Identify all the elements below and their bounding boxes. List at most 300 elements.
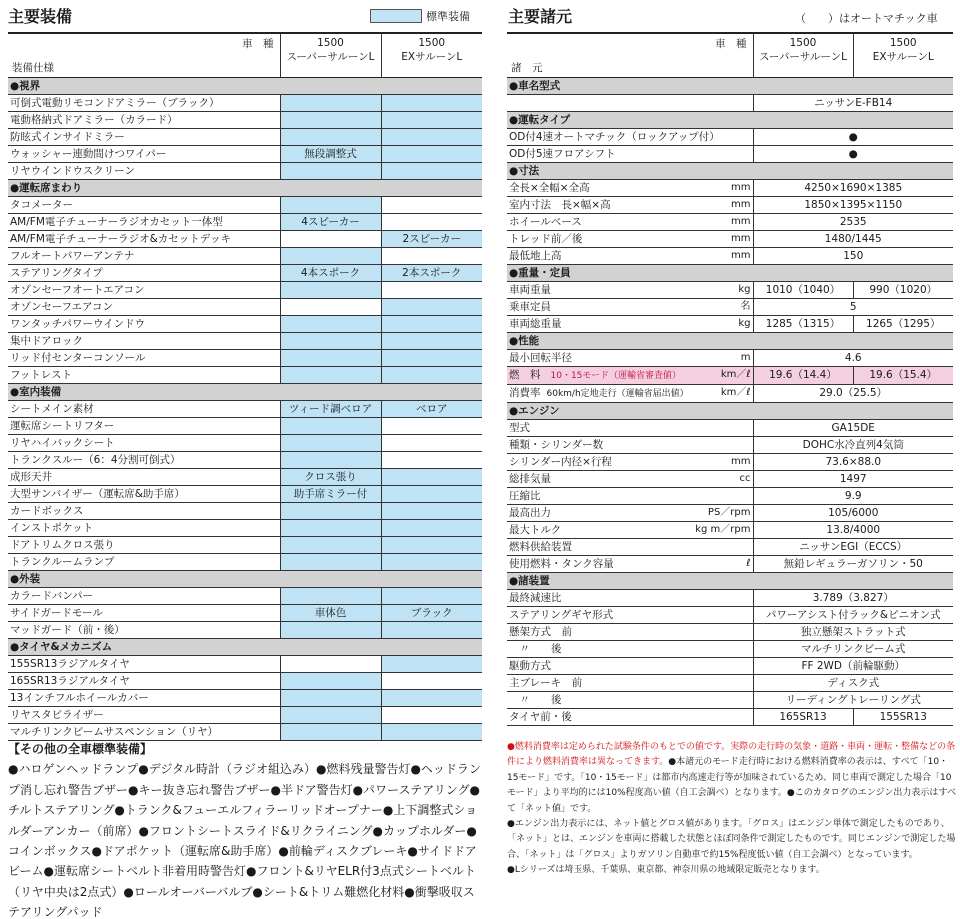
table-row: [507, 538, 953, 555]
table-row: [8, 468, 482, 485]
super-saloon-value: [280, 587, 381, 604]
ex-saloon-value: [381, 519, 482, 536]
super-saloon-value: [280, 672, 381, 689]
other-standard-equipment: [8, 739, 482, 919]
row-label: 圧縮比: [509, 489, 541, 502]
corner-equipment: 装備仕様: [12, 62, 54, 74]
row-label: シリンダー内径×行程: [509, 455, 612, 468]
col2-grade: EXサルーンL: [401, 51, 463, 63]
ex-saloon-value: 2本スポーク: [381, 264, 482, 281]
table-row: [8, 128, 482, 145]
spec-value: GA15DE: [753, 419, 953, 436]
table-row: [507, 453, 953, 470]
equipment-label: 集中ドアロック: [8, 332, 280, 349]
ex-saloon-value: [381, 621, 482, 638]
super-saloon-value: クロス張り: [280, 468, 381, 485]
super-saloon-value: [280, 94, 381, 111]
super-saloon-value: [280, 315, 381, 332]
section-row: [507, 264, 953, 281]
ex-saloon-value: 990（1020）: [853, 281, 953, 298]
section-heading: ●運転タイプ: [507, 111, 953, 128]
table-row: [8, 196, 482, 213]
table-row: [8, 349, 482, 366]
ex-saloon-value: [381, 315, 482, 332]
row-label: 乗車定員: [509, 300, 551, 313]
footnote: [507, 740, 957, 817]
spec-value: パワーアシスト付ラック&ピニオン式: [753, 606, 953, 623]
equipment-label: サイドガードモール: [8, 604, 280, 621]
spec-label-cell: [507, 298, 753, 315]
col2-grade: EXサルーンL: [872, 51, 934, 63]
table-row: [507, 128, 953, 145]
section-heading: ●車名型式: [507, 77, 953, 94]
spec-label-cell: [507, 521, 753, 538]
table-row: [507, 674, 953, 691]
spec-label-cell: [507, 487, 753, 504]
col1-grade: スーパーサルーンL: [758, 51, 848, 63]
table-row: [8, 536, 482, 553]
table-row: [507, 504, 953, 521]
row-label: OD付4速オートマチック（ロックアップ付）: [509, 130, 720, 143]
ex-saloon-value: [381, 366, 482, 383]
spec-value: 9.9: [753, 487, 953, 504]
super-saloon-value: [280, 434, 381, 451]
equipment-label: 防眩式インサイドミラー: [8, 128, 280, 145]
equipment-label: カードボックス: [8, 502, 280, 519]
ex-saloon-value: [381, 247, 482, 264]
equipment-label: ワンタッチパワーウインドウ: [8, 315, 280, 332]
fuel-consumption-label: [507, 384, 753, 402]
row-label: タイヤ前・後: [509, 710, 572, 723]
super-saloon-value: 1010（1040）: [753, 281, 853, 298]
table-row: [8, 145, 482, 162]
other-standard-heading: 【その他の全車標準装備】: [8, 742, 153, 756]
spec-label-cell: [507, 94, 753, 111]
spec-label-cell: [507, 640, 753, 657]
equipment-label: リヤスタビライザー: [8, 706, 280, 723]
table-row: [8, 111, 482, 128]
spec-value: DOHC水冷直列4気筒: [753, 436, 953, 453]
spec-value: 1497: [753, 470, 953, 487]
row-label: 最大トルク: [509, 523, 562, 536]
super-saloon-value: [280, 128, 381, 145]
super-saloon-value: [280, 162, 381, 179]
specs-header-row: [507, 33, 953, 77]
table-row: [8, 706, 482, 723]
super-saloon-value: [280, 536, 381, 553]
equipment-label: 大型サンバイザー（運転席&助手席）: [8, 485, 280, 502]
row-label: 最高出力: [509, 506, 551, 519]
table-row: [8, 655, 482, 672]
col-ex-saloon: [381, 33, 482, 77]
ex-saloon-value: 155SR13: [853, 708, 953, 725]
standard-swatch: [370, 9, 422, 23]
table-row: [8, 230, 482, 247]
unit: 名: [740, 300, 751, 312]
col-super-saloon: [280, 33, 381, 77]
equipment-label: 13インチフルホイールカバー: [8, 689, 280, 706]
table-row: [8, 621, 482, 638]
ex-saloon-value: 2スピーカー: [381, 230, 482, 247]
ex-saloon-value: [381, 298, 482, 315]
spec-value: 1480/1445: [753, 230, 953, 247]
legend: [370, 8, 470, 24]
section-heading: ●性能: [507, 332, 953, 349]
row-label: 型式: [509, 421, 530, 434]
row-label: トレッド前／後: [509, 232, 583, 245]
section-row: [8, 77, 482, 94]
ex-saloon-value: [381, 281, 482, 298]
table-row: [8, 434, 482, 451]
equipment-label: タコメーター: [8, 196, 280, 213]
ex-saloon-value: [381, 332, 482, 349]
table-row: [507, 657, 953, 674]
table-row: [507, 708, 953, 725]
table-row: [507, 349, 953, 366]
ex-saloon-value: [381, 553, 482, 570]
equipment-label: フットレスト: [8, 366, 280, 383]
row-label: 種類・シリンダー数: [509, 438, 604, 451]
ex-saloon-value: ブラック: [381, 604, 482, 621]
spec-label-cell: [507, 196, 753, 213]
section-heading: ●諸装置: [507, 572, 953, 589]
spec-label-cell: [507, 315, 753, 332]
super-saloon-value: [280, 519, 381, 536]
table-row: [507, 555, 953, 572]
section-row: [8, 638, 482, 655]
equipment-label: AM/FM電子チューナーラジオ&カセットデッキ: [8, 230, 280, 247]
super-saloon-value: 165SR13: [753, 708, 853, 725]
equipment-header-row: [8, 33, 482, 77]
row-label: OD付5速フロアシフト: [509, 147, 616, 160]
equipment-label: マッドガード（前・後）: [8, 621, 280, 638]
row-label: 室内寸法 長×幅×高: [509, 198, 611, 211]
equipment-label: 可倒式電動リモコンドアミラー（ブラック）: [8, 94, 280, 111]
spec-label-cell: [507, 504, 753, 521]
table-row: [8, 162, 482, 179]
spec-label-cell: [507, 128, 753, 145]
equipment-label: トランクスルー（6：4分割可倒式）: [8, 451, 280, 468]
super-saloon-value: [280, 230, 381, 247]
super-saloon-value: [280, 349, 381, 366]
ex-saloon-value: [381, 485, 482, 502]
spec-label-cell: [507, 247, 753, 264]
table-row: [8, 400, 482, 417]
ex-saloon-value: [381, 451, 482, 468]
equipment-label: 成形天井: [8, 468, 280, 485]
unit: km／ℓ: [720, 386, 751, 398]
ex-saloon-value: [381, 587, 482, 604]
equipment-label: インストポケット: [8, 519, 280, 536]
table-row: [8, 723, 482, 740]
unit: kg: [738, 317, 751, 329]
table-row: [507, 521, 953, 538]
ex-saloon-value: [381, 111, 482, 128]
table-row: [8, 264, 482, 281]
section-row: [8, 570, 482, 587]
table-row: [507, 419, 953, 436]
section-heading: ●外装: [8, 570, 482, 587]
table-row: [507, 145, 953, 162]
spec-footnotes: [507, 740, 957, 879]
ex-saloon-value: [381, 502, 482, 519]
table-row: [8, 315, 482, 332]
section-heading: ●エンジン: [507, 402, 953, 419]
row-label: ステアリングギヤ形式: [509, 608, 614, 621]
ex-saloon-value: 19.6（15.4）: [853, 366, 953, 384]
super-saloon-value: 19.6（14.4）: [753, 366, 853, 384]
table-row: [8, 94, 482, 111]
section-heading: ●室内装備: [8, 383, 482, 400]
spec-label-cell: [507, 555, 753, 572]
equipment-label: シートメイン素材: [8, 400, 280, 417]
corner-specs: 諸 元: [511, 62, 543, 74]
ex-saloon-value: [381, 94, 482, 111]
table-row: [8, 553, 482, 570]
spec-value: ニッサンEGI（ECCS）: [753, 538, 953, 555]
equipment-title: 主要装備: [8, 7, 73, 26]
spec-label-cell: [507, 453, 753, 470]
spec-value: 4250×1690×1385: [753, 179, 953, 196]
section-heading: ●重量・定員: [507, 264, 953, 281]
spec-value: 2535: [753, 213, 953, 230]
ex-saloon-value: ベロア: [381, 400, 482, 417]
corner-model: 車 種: [242, 38, 274, 50]
section-heading: ●運転席まわり: [8, 179, 482, 196]
section-row: [507, 572, 953, 589]
ex-saloon-value: [381, 672, 482, 689]
unit: kg: [738, 283, 751, 295]
spec-label-cell: [507, 606, 753, 623]
section-row: [507, 162, 953, 179]
table-row: [507, 470, 953, 487]
spec-value: 29.0（25.5）: [753, 384, 953, 402]
super-saloon-value: 4本スポーク: [280, 264, 381, 281]
super-saloon-value: [280, 298, 381, 315]
equipment-label: オゾンセーフオートエアコン: [8, 281, 280, 298]
ex-saloon-value: [381, 162, 482, 179]
table-row: [507, 384, 953, 402]
unit: mm: [731, 249, 751, 261]
table-row: [8, 519, 482, 536]
test-mode: 10・15モード（運輸省審査値）: [547, 371, 686, 381]
ex-saloon-value: [381, 655, 482, 672]
ex-saloon-value: [381, 349, 482, 366]
spec-label-cell: [507, 538, 753, 555]
row-label: 燃料供給装置: [509, 540, 572, 553]
table-row: [507, 298, 953, 315]
equipment-label: 165SR13ラジアルタイヤ: [8, 672, 280, 689]
spec-value: ●: [753, 145, 953, 162]
footnote-text: ●Lシリーズは埼玉県、千葉県、東京都、神奈川県の地域限定販売となります。: [507, 865, 825, 876]
unit: mm: [731, 198, 751, 210]
equipment-label: 運転席シートリフター: [8, 417, 280, 434]
section-heading: ●タイヤ&メカニズム: [8, 638, 482, 655]
table-row: [507, 281, 953, 298]
table-row: [507, 196, 953, 213]
ex-saloon-value: 1265（1295）: [853, 315, 953, 332]
ex-saloon-value: [381, 434, 482, 451]
table-row: [507, 247, 953, 264]
section-row: [8, 179, 482, 196]
equipment-label: リヤウインドウスクリーン: [8, 162, 280, 179]
spec-label-cell: [507, 708, 753, 725]
spec-label-cell: [507, 623, 753, 640]
table-row: [507, 606, 953, 623]
super-saloon-value: [280, 111, 381, 128]
equipment-label: トランクルームランプ: [8, 553, 280, 570]
ex-saloon-value: [381, 145, 482, 162]
section-heading: ●寸法: [507, 162, 953, 179]
table-row: [507, 691, 953, 708]
col-super-saloon: [753, 33, 853, 77]
specs-corner: [507, 33, 753, 77]
equipment-label: リッド付センターコンソール: [8, 349, 280, 366]
row-label: 消費率: [509, 386, 541, 399]
specs-title: 主要諸元: [508, 7, 573, 26]
super-saloon-value: 車体色: [280, 604, 381, 621]
super-saloon-value: 4スピーカー: [280, 213, 381, 230]
section-heading: ●視界: [8, 77, 482, 94]
ex-saloon-value: [381, 468, 482, 485]
table-row: [8, 417, 482, 434]
table-row: [507, 230, 953, 247]
spec-value: 13.8/4000: [753, 521, 953, 538]
footnote-text: ●エンジン出力表示には、ネット値とグロス値があります。「グロス」はエンジン単体で測定したものであり、「ネット」とは、エンジンを車両に搭載した状態とほぼ同条件で測定したものです。同じエンジンで測定した場合、「ネット」は「グロス」よりガソリン自動車で約15%程度低い値（自工会調べ）となっています。: [507, 819, 956, 860]
equipment-label: フルオートパワーアンテナ: [8, 247, 280, 264]
col1-engine: 1500: [789, 37, 817, 49]
fuel-economy-label: [507, 366, 753, 384]
equipment-label: ドアトリムクロス張り: [8, 536, 280, 553]
legend-label: 標準装備: [426, 10, 470, 23]
super-saloon-value: [280, 247, 381, 264]
other-standard-text: ●ハロゲンヘッドランプ●デジタル時計（ラジオ組込み）●燃料残量警告灯●ヘッドランプ消し忘れ警告ブザー●キー抜き忘れ警告ブザー●半ドア警告灯●パワーステアリング●チルトステアリング●トランク&フューエルフィラーリッドオープナー●上下調整式ショルダーアンカー（前席）●フロントシートスライド&リクライニング●カップホルダー●コインボックス●ドアポケット（運転席&助手席）●前輪ディスクブレーキ●サイドドアビーム●運転席シートベルト非着用時警告灯●フロント&リヤELR付3点式シートベルト（リヤ中央は2点式）●ロールオーバーバルブ●シート&トリム難燃化材料●衝撃吸収ステアリングパッド: [8, 762, 481, 919]
table-row: [8, 451, 482, 468]
super-saloon-value: ツィード調ベロア: [280, 400, 381, 417]
equipment-label: AM/FM電子チューナーラジオカセット一体型: [8, 213, 280, 230]
super-saloon-value: 1285（1315）: [753, 315, 853, 332]
spec-value: 105/6000: [753, 504, 953, 521]
unit: km／ℓ: [720, 368, 751, 380]
footnote: [507, 817, 957, 863]
spec-label-cell: [507, 349, 753, 366]
unit: m: [740, 351, 751, 363]
section-row: [507, 111, 953, 128]
super-saloon-value: [280, 332, 381, 349]
equipment-label: カラードバンパー: [8, 587, 280, 604]
super-saloon-value: [280, 706, 381, 723]
test-mode: 60km/h定地走行（運輸省届出値）: [546, 388, 689, 399]
spec-value: 3.789（3.827）: [753, 589, 953, 606]
super-saloon-value: [280, 723, 381, 740]
section-row: [507, 332, 953, 349]
ex-saloon-value: [381, 723, 482, 740]
row-label: 総排気量: [509, 472, 551, 485]
spec-label-cell: [507, 674, 753, 691]
super-saloon-value: [280, 196, 381, 213]
row-label: 駆動方式: [509, 659, 551, 672]
equipment-corner: [8, 33, 280, 77]
row-label: 最低地上高: [509, 249, 562, 262]
spec-value: 150: [753, 247, 953, 264]
spec-value: 73.6×88.0: [753, 453, 953, 470]
equipment-label: マルチリンクビームサスペンション（リヤ）: [8, 723, 280, 740]
spec-value: ●: [753, 128, 953, 145]
table-row: [507, 623, 953, 640]
super-saloon-value: [280, 502, 381, 519]
row-label: 懸架方式 前: [509, 625, 572, 638]
spec-value: ディスク式: [753, 674, 953, 691]
unit: mm: [731, 181, 751, 193]
ex-saloon-value: [381, 213, 482, 230]
table-row: [507, 487, 953, 504]
super-saloon-value: 無段調整式: [280, 145, 381, 162]
unit: mm: [731, 215, 751, 227]
equipment-label: ステアリングタイプ: [8, 264, 280, 281]
spec-label-cell: [507, 179, 753, 196]
col2-engine: 1500: [418, 37, 446, 49]
footnote-text: ●本諸元のモード走行時における燃料消費率の表示は、すべて「10・15モード」です。「10・15モード」は都市内高速走行等が加味されているため、同じ車両で測定した場合「10モード」より平均的には10%程度高い値（自工会調べ）となります。●このカタログのエンジン出力表示はすべて「ネット値」です。: [507, 757, 957, 814]
super-saloon-value: [280, 417, 381, 434]
equipment-label: 電動格納式ドアミラー（カラード）: [8, 111, 280, 128]
col1-grade: スーパーサルーンL: [286, 51, 375, 63]
super-saloon-value: [280, 366, 381, 383]
unit: kg m／rpm: [695, 523, 751, 535]
row-label: 〃 後: [509, 642, 562, 655]
table-row: [507, 94, 953, 111]
super-saloon-value: [280, 281, 381, 298]
spec-value: ニッサンE-FB14: [753, 94, 953, 111]
spec-label-cell: [507, 436, 753, 453]
ex-saloon-value: [381, 536, 482, 553]
spec-label-cell: [507, 657, 753, 674]
table-row: [8, 604, 482, 621]
spec-label-cell: [507, 281, 753, 298]
spec-label-cell: [507, 470, 753, 487]
row-label: 車両重量: [509, 283, 551, 296]
spec-value: マルチリンクビーム式: [753, 640, 953, 657]
spec-value: 5: [753, 298, 953, 315]
table-row: [8, 366, 482, 383]
unit: mm: [731, 232, 751, 244]
ex-saloon-value: [381, 706, 482, 723]
equipment-label: リヤハイバックシート: [8, 434, 280, 451]
table-row: [8, 213, 482, 230]
ex-saloon-value: [381, 128, 482, 145]
equipment-label: 155SR13ラジアルタイヤ: [8, 655, 280, 672]
table-row: [8, 332, 482, 349]
spec-label-cell: [507, 213, 753, 230]
spec-label-cell: [507, 419, 753, 436]
super-saloon-value: [280, 451, 381, 468]
spec-value: 1850×1395×1150: [753, 196, 953, 213]
spec-value: 4.6: [753, 349, 953, 366]
row-label: 車両総重量: [509, 317, 562, 330]
super-saloon-value: [280, 553, 381, 570]
spec-value: 無鉛レギュラーガソリン・50: [753, 555, 953, 572]
row-label: 〃 後: [509, 693, 562, 706]
unit: mm: [731, 455, 751, 467]
super-saloon-value: [280, 689, 381, 706]
super-saloon-value: 助手席ミラー付: [280, 485, 381, 502]
row-label: 使用燃料・タンク容量: [509, 557, 614, 570]
unit: ℓ: [746, 557, 751, 569]
spec-label-cell: [507, 691, 753, 708]
spec-label-cell: [507, 230, 753, 247]
table-row: [8, 247, 482, 264]
super-saloon-value: [280, 655, 381, 672]
specs-table: [507, 32, 953, 726]
